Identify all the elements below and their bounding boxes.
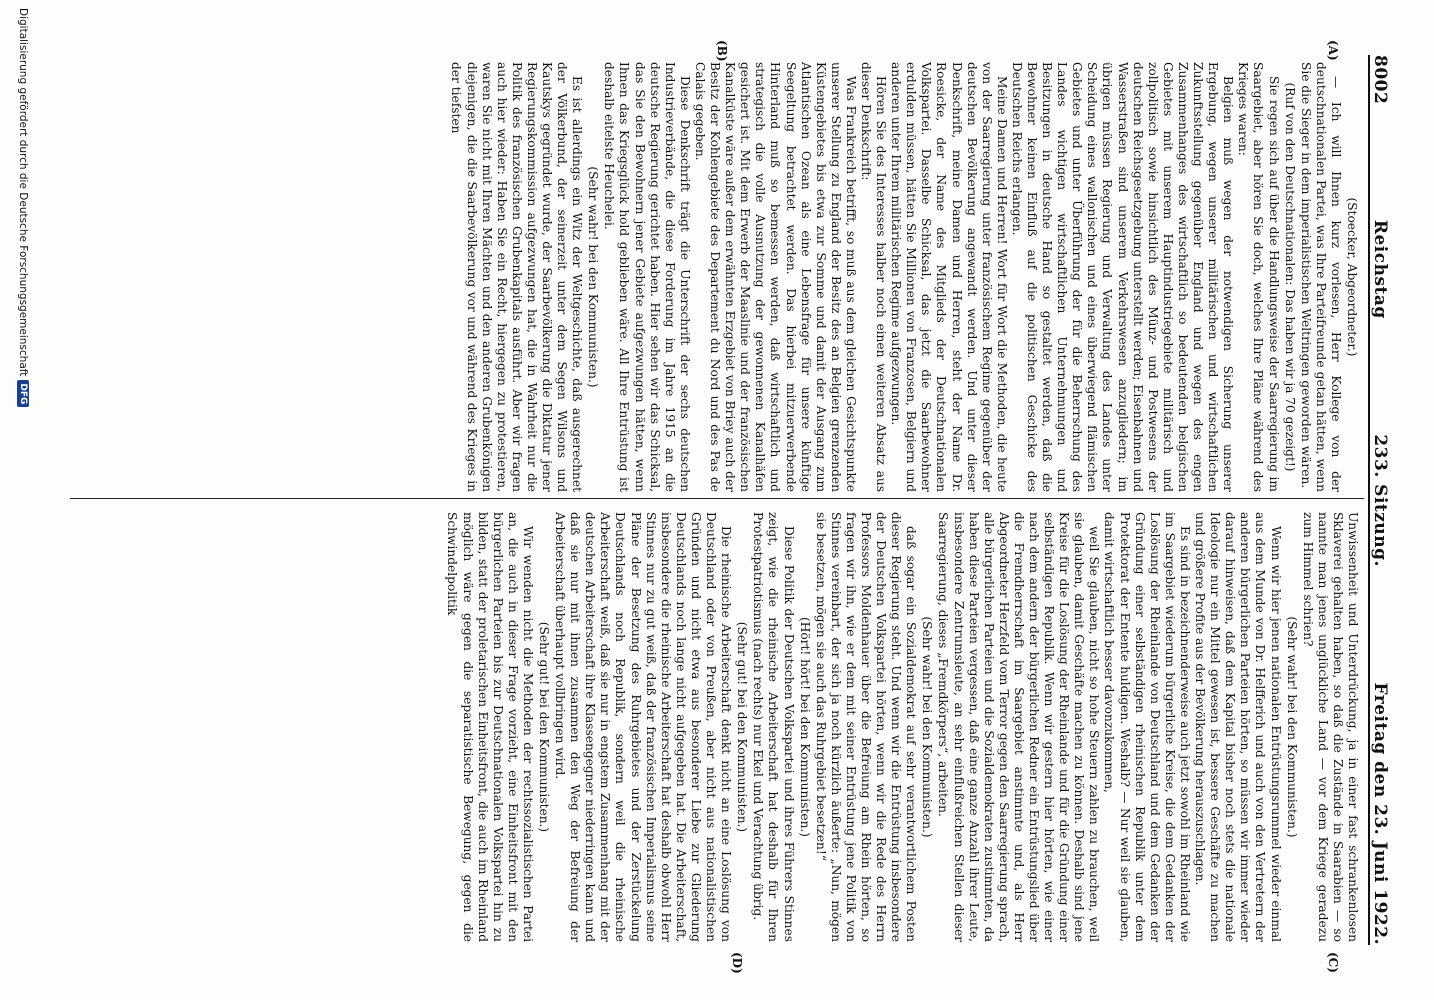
interjection: (Sehr wahr! bei den Kommunisten.) — [1284, 616, 1299, 838]
right-column — [70, 512, 1360, 942]
paragraph: weil Sie glauben, nicht so hohe Steuern zahlen zu brauchen, weil sie glauben, damit Geschäfte machen zu können. Deshalb sind jene Kreise für die Loslösung der Rheinlande und für die Gründung einer selbständigen Republik. Wenn wir gestern hier hörten, wie einer nach dem andern der bürgerlichen Redner ein Entrüstungslied über die Fremdherrschaft im Saargebiet anstimmte und, als Herr Abgeordneter Herzfeld vom Terror gegen den Saarregierung sprach, alle bürgerlichen Parteien und die Sozialdemokraten zustimmten, da haben diese Parteien vergessen, daß eine ganze Anzahl ihrer Leute, insbesondere Zentrumsleute, an sehr einflußreichen Stellen dieser Saarregierung, dieses „Fremdkörpers“, arbeiten. — [936, 512, 1102, 942]
speaker-label: (Stoecker, Abgeordneter.) — [1345, 197, 1359, 357]
interjection: (Hört! hört! bei den Kommunisten.) — [797, 616, 812, 838]
dfg-logo: DFG — [17, 380, 29, 407]
paragraph: Meine Damen und Herren! Wort für Wort die Methoden, die heute von der Saarregierung unter französischem Regime gegenüber der deutschen Bevölkerung angewandt werden. Und unter dieser Denkschrift, meine Damen und Herren, steht der Name Dr. Roesicke, der Name des Mitglieds der Deutschnationalen Volkspartei. Dasselbe Schicksal, das jetzt die Saarbewohner erdulden müssen, hätten Sie Millionen von Franzosen, Belgiern und anderen unter Ihrem militärischen Regime aufgezwungen. — [889, 62, 1009, 492]
publication-title: Reichstag — [1370, 219, 1390, 319]
left-column — [70, 62, 1360, 492]
paragraph: Diese Denkschrift trägt die Unterschrift der sechs deutschen Industrieverbände, die diese Forderung im Jahre 1915 an die deutsche Regierung gerichtet haben. Hier sehen wir das Schicksal, das Sie den Bewohnern jener Gebiete aufgezwungen hätten, wenn Ihnen das Kriegsglück hold geblieben wäre. All Ihre Entrüstung ist deshalb eitelste Heuchelei. — [602, 62, 692, 492]
paragraph: Es sind in bezeichnenderweise auch jetzt sowohl im Rheinland wie im Saargebiet wiederum bürgerliche Kreise, die dem Gedanken der Loslösung der Rheinlande von Deutschland und dem Gedanken der Gründung einer selbständigen rheinischen Republik unter dem Protektorat der Entente huldigen. Weshalb? — Nur weil sie glauben, damit wirtschaftlich besser davonzukommen, — [1102, 512, 1192, 942]
credit-text: Digitalisierung gefördert durch die Deutsche Forschungsgemeinschaft — [17, 8, 29, 377]
page-header — [1368, 55, 1404, 945]
interjection: (Ruf von den Deutschnationalen: Das haben wir ja 70 gezeigt!) — [1282, 82, 1297, 472]
interjection: (Sehr gut! bei den Kommunisten.) — [735, 621, 750, 833]
paragraph: Die rheinische Arbeiterschaft denkt nicht an eine Loslösung von Deutschland oder von Preußen, aber nicht aus nationalistischen Gründen und nicht etwa aus besonderer Liebe zur Gliederung Deutschlands noch lange nicht aufgegeben hat. Die Arbeiterschaft, insbesondere die rheinische Arbeiterschaft hat deshalb obwohl Herr Stinnes nur zu gut weiß, daß der französischen Imperialismus seine Pläne der Besetzung des Ruhrgebietes und der Zerstückelung Deutschlands noch Republik, sondern weil die rheinische Arbeiterschaft weiß, daß sie nur in engstem Zusammenhang mit der deutschen Arbeiterschaft ihre Klassengegner niederringen kann und daß sie nur mit ihnen zusammen den Weg der Befreiung der Arbeiterschaft überhaupt vollbringen wird. — [553, 512, 734, 942]
date-label: Freitag den 23. Juni 1922. — [1370, 682, 1390, 945]
interjection: (Sehr gut! bei den Kommunisten.) — [537, 621, 552, 833]
paragraph: Sie regen sich auf über die Handlungsweise der Saarregierung im Saargebiet, aber hören Sie doch, welches Ihre Pläne während des Krieges waren: — [1236, 62, 1281, 492]
quoted-paragraph: Was Frankreich betrifft, so muß aus dem gleichen Gesichtspunkte unserer Stellung zu England der Besitz des an Belgien grenzenden Küstengebietes bis etwa zur Somme und damit der Ausgang zum Atlantischen Ozean als eine Lebensfrage für unsere künftige Seegeltung betrachtet werden. Das hierbei mitzuerwerbende Hinterland muß so bemessen werden, daß wirtschaftlich und strategisch die volle Ausnutzung der gewonnenen Kanalhäfen gesichert ist. Mit dem Erwerb der Maaslinie und der französischen Kanalküste wäre außer dem erwähnten Erzgebiet von Briey auch der Besitz der Kohlengebiete des Departement du Nord und des Pas de Calais gegeben. — [692, 62, 858, 492]
paragraph: Hören Sie des Interesses halber noch einen weiteren Absatz aus dieser Denkschrift: — [859, 62, 889, 492]
margin-mark-d: (D) — [730, 952, 744, 974]
margin-mark-a: (A) — [1326, 40, 1340, 61]
interjection: (Sehr wahr! bei den Kommunisten.) — [586, 166, 601, 388]
quoted-paragraph: Belgien muß wegen der notwendigen Sicherung unserer Ergebung, wegen unserer militärischen und wirtschaftlichen Zukunftsstellung gegenüber England und wegen des engen Zusammenhanges des wirtschaftlich so bedeutenden belgischen Gebietes mit unserem Hauptindustriegebiete militärisch und zollpolitisch sowie hinsichtlich des Münz- und Postwesens der deutschen Reichsgesetzgebung unterstellt werden; Eisenbahnen und Wasserstraßen sind unserem Verkehrswesen anzugliedern; im übrigen müssen Regierung und Verwaltung des Landes unter Scheidung eines wallonischen und eines überwiegend flämischen Gebietes und unter Überführung der für die Beherrschung des Landes wichtigen wirtschaftlichen Unternehmungen und Besitzungen in deutsche Hand so gestaltet werden, daß die Bewohner keinen Einfluß auf die politischen Geschicke des Deutschen Reichs erlangen. — [1009, 62, 1236, 492]
paragraph: Wir wenden nicht die Methoden der rechtssozialistischen Partei an, die auch in dieser Frage vorzieht, eine Einheitsfront mit den bürgerlichen Parteien bis zur Deutschnationalen Volkspartei hin zu bilden, statt der proletarischen Einheitsfront, die auch im Rheinland möglich wäre gegen die separatistische Bewegung, gegen die Schwindelpolitik — [445, 512, 535, 942]
paragraph: Diese Politik der Deutschen Volkspartei und ihres Führers Stinnes zeigt, wie die rheinische Arbeiterschaft hat deshalb für Ihren Protestpatriotismus (nach rechts) nur Ekel und Verachtung übrig. — [751, 512, 796, 942]
column-divider — [70, 498, 1364, 499]
paragraph: Es ist allerdings ein Witz der Weltgeschichte, daß ausgerechnet der Völkerbund, der seinerzeit unter dem Segen Wilsons und Kautskys gegründet wurde, der Saarbevölkerung die Diktatur jener Regierungskommission aufgezwungen hat, die in Wahrheit nur die Politik des französischen Grubenkapitals ausführt. Aber wir fragen auch hier wieder: Haben Sie ein Recht, hiergegen zu protestieren, waren Sie nicht mit Ihren Mächten und den anderen Grubenkönigen diejenigen, die die Saarbevölkerung vor und während des Krieges in der tiefsten — [449, 62, 585, 492]
interjection: (Sehr wahr! bei den Kommunisten.) — [920, 616, 935, 838]
paragraph: daß sogar ein Sozialdemokrat auf sehr verantwortlichem Posten dieser Regierung steht. Und wenn wir die Entrüstung insbesondere der Deutschen Volkspartei hörten, wenn wir die Rede des Herrn Professors Moldenhauer über die Befreiung am Rhein hörten, so fragen wir ihn, wie er dem mit seiner Entrüstung jene Politik von Stinnes vereinbart, der sich ja noch kürzlich äußerte: „Nun, mögen sie besetzen, mögen sie auch das Ruhrgebiet besetzen!“ — [813, 512, 919, 942]
paragraph: — Ich will Ihnen kurz vorlesen, Herr Kollege von der deutschnationalen Partei, was Ihre Parteifreunde getan hätten, wenn Sie die Sieger in dem imperialistischen Weltringen geworden wären. — [1298, 62, 1343, 492]
margin-mark-c: (C) — [1326, 952, 1340, 973]
session-label: 233. Sitzung. — [1370, 434, 1390, 567]
paragraph: Wenn wir hier jenen nationalen Entrüstungsrummel wieder einmal aus dem Munde von Dr. Helfferich und auch von den Vertretern der anderen bürgerlichen Parteien hörten, so müssen wir immer wieder darauf hinweisen, daß dem Kapital bisher noch stets die nationale Ideologie nur ein Mittel gewesen ist, bessere Geschäfte zu machen und größere Profite aus der Bevölkerung herauszuschlagen. — [1193, 512, 1283, 942]
paragraph: Unwissenheit und Unterdrückung, ja in einer fast schrankenlosen Sklaverei gehalten haben, so daß die Zustände in Saarabien — so nannte man jenes unglückliche Land — vor dem Kriege geradezu zum Himmel schrien? — [1300, 512, 1360, 942]
margin-mark-b: (B) — [715, 40, 729, 62]
digitization-credit — [17, 8, 29, 407]
page-number: 8002 — [1370, 55, 1390, 105]
